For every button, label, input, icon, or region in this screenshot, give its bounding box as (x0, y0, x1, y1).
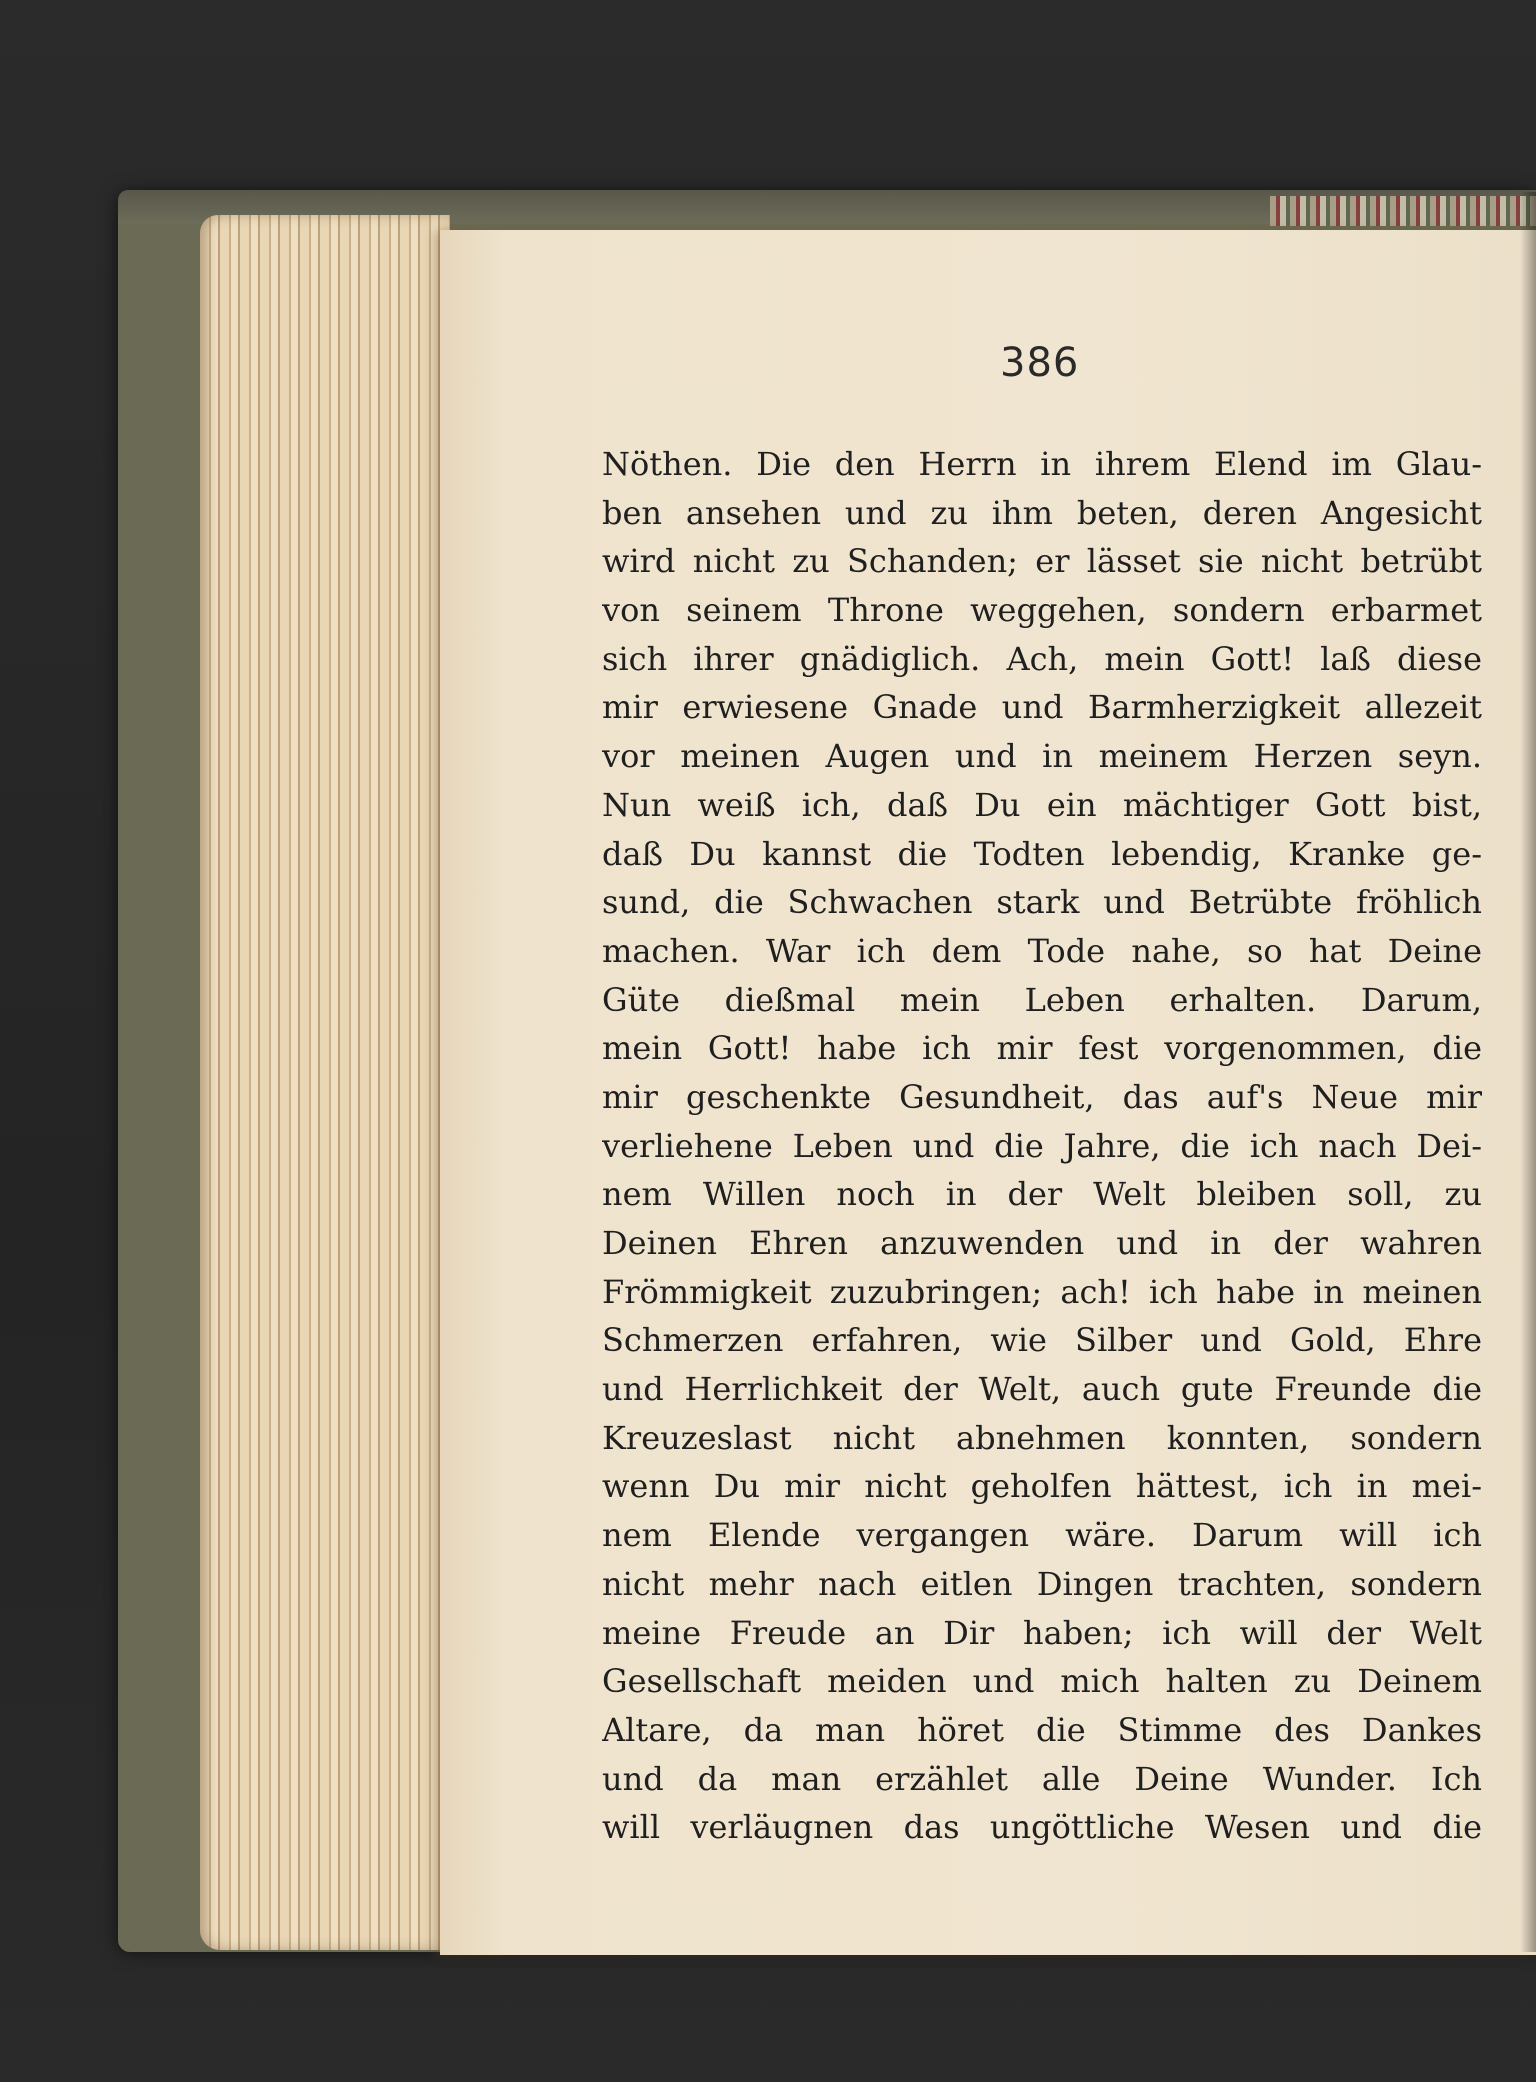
text-line: will verläugnen das ungöttliche Wesen und die (602, 1808, 1482, 1847)
text-line: nicht mehr nach eitlen Dingen trachten, sondern (602, 1564, 1482, 1603)
text-line: Altare, da man höret die Stimme des Dankes (602, 1710, 1482, 1749)
text-line: Frömmigkeit zuzubringen; ach! ich habe in meinen (602, 1272, 1482, 1311)
text-line: verliehene Leben und die Jahre, die ich nach Dei- (602, 1126, 1482, 1165)
text-line: und da man erzählet alle Deine Wunder. Ich (602, 1759, 1482, 1798)
text-line: Deinen Ehren anzuwenden und in der wahren (602, 1224, 1482, 1262)
text-line: machen. War ich dem Tode nahe, so hat Deine (602, 931, 1482, 970)
text-line: daß Du kannst die Todten lebendig, Kranke ge- (602, 834, 1482, 873)
book-headband (1270, 196, 1536, 226)
text-line: sich ihrer gnädiglich. Ach, mein Gott! laß diese (602, 639, 1482, 678)
text-line: nem Elende vergangen wäre. Darum will ich (602, 1516, 1482, 1555)
text-line: ben ansehen und zu ihm beten, deren Angesicht (602, 493, 1482, 532)
text-line: mir erwiesene Gnade und Barmherzigkeit allezeit (602, 688, 1482, 727)
text-line: meine Freude an Dir haben; ich will der Welt (602, 1613, 1482, 1652)
text-line: Gesellschaft meiden und mich halten zu Deinem (602, 1662, 1482, 1701)
text-line: Nöthen. Die den Herrn in ihrem Elend im Glau- (602, 445, 1482, 483)
text-line: Nun weiß ich, daß Du ein mächtiger Gott bist, (602, 785, 1482, 824)
text-line: wird nicht zu Schanden; er lässet sie nicht betrübt (602, 542, 1482, 581)
text-line: wenn Du mir nicht geholfen hättest, ich in mei- (602, 1467, 1482, 1506)
spine-shadow (1520, 192, 1536, 1952)
page-number: 386 (1000, 340, 1080, 386)
text-line: mein Gott! habe ich mir fest vorgenommen, die (602, 1029, 1482, 1068)
page-text (602, 440, 1482, 1852)
text-line: vor meinen Augen und in meinem Herzen seyn. (602, 737, 1482, 776)
text-line: von seinem Throne weggehen, sondern erbarmet (602, 591, 1482, 630)
text-line: und Herrlichkeit der Welt, auch gute Freunde die (602, 1370, 1482, 1409)
text-line: Güte dießmal mein Leben erhalten. Darum, (602, 980, 1482, 1019)
text-line: mir geschenkte Gesundheit, das auf's Neue mir (602, 1077, 1482, 1116)
text-line: nem Willen noch in der Welt bleiben soll, zu (602, 1175, 1482, 1214)
text-line: sund, die Schwachen stark und Betrübte fröhlich (602, 883, 1482, 922)
text-line: Kreuzeslast nicht abnehmen konnten, sondern (602, 1418, 1482, 1457)
page-edges (200, 215, 450, 1950)
text-line: Schmerzen erfahren, wie Silber und Gold, Ehre (602, 1321, 1482, 1360)
